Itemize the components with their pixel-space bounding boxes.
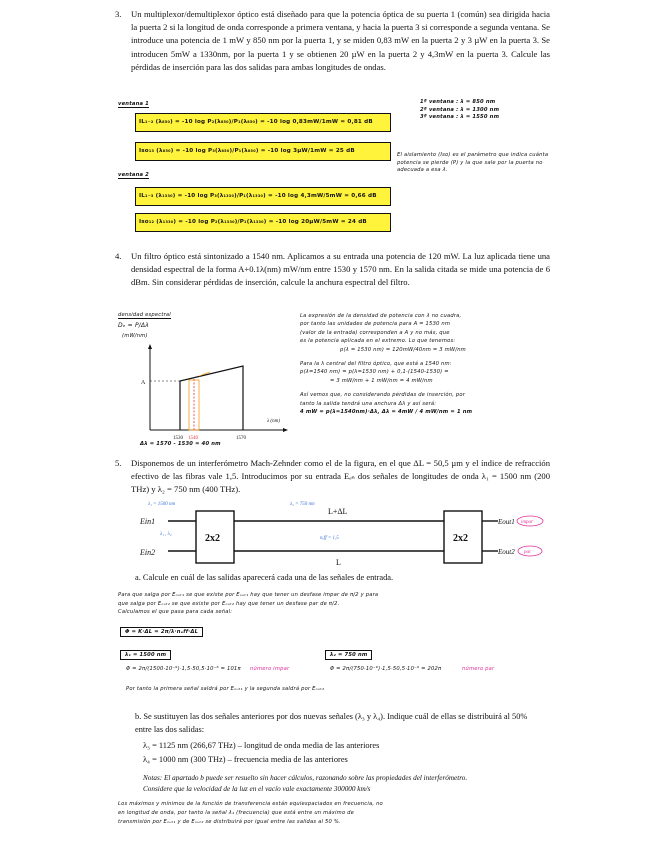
equation-il-1-3: IL₁₋₃ (λ₁₃₃₀) = -10 log P₃(λ₁₃₃₀)/P₁(λ₁₃₃₀) = -10 log 4,3mW/5mW = 0,66 dB bbox=[135, 187, 391, 206]
coupler-left-label: 2x2 bbox=[205, 533, 220, 544]
solution-line: transmisión por Eₒᵤₜ₁ y de Eₒᵤₜ₂ se distribuirá por igual entre las salidas al 50 %. bbox=[118, 819, 341, 825]
equation-iso-1-3: Iso₁₃ (λ₈₅₀) = -10 log P₃(λ₈₅₀)/P₁(λ₈₅₀) = -10 log 3µW/1mW = 25 dB bbox=[135, 142, 391, 161]
question-3-text: Un multiplexor/demultiplexor óptico está diseñado para que la potencia óptica de su puerta 1 (común) sea dirigida hacia la puerta 2 si la longitud de onda corresponde a primera ventana, y hacia la puerta 3 si corresponde a segunda ventana. Se introduce una potencia de 1 mW y 850 nm por la puerta 1, y se miden 0,83 mW en la puerta 2 y 3 µW en la puerta 3. Se introducen 5mW a 1330nm, por la puerta 1 y se obtienen 20 µW en la puerta 2 y 4,3mW en la puerta 3. Calcule las pérdidas de inserción para las dos salidas para ambas longitudes de ondas. bbox=[131, 9, 550, 72]
part-a bbox=[135, 571, 545, 584]
solution-line: tanto la salida tendrá una anchura Δλ y así será: bbox=[300, 400, 437, 407]
input-lambdas: λ₁ , λ₂ bbox=[160, 532, 172, 537]
note-line-1: Notas: El apartado b puede ser resuelto sin hacer cálculos, razonando sobre las propiedades del interferómetro. bbox=[143, 774, 468, 782]
part-a-solution bbox=[118, 591, 553, 617]
solution-line: por tanto las unidades de potencia para A = 1530 nm bbox=[300, 321, 451, 328]
impar-tag: impar bbox=[521, 520, 533, 525]
lambda2-tag: número par bbox=[462, 666, 495, 672]
x-axis-arrow bbox=[283, 428, 288, 432]
x-label: λ (nm) bbox=[267, 419, 280, 424]
solution-line: 4 mW = p(λ=1540nm)·Δλ, Δλ = 4mW / 4 mW/nm = 1 nm bbox=[300, 409, 473, 416]
y-label: A bbox=[141, 380, 146, 386]
graph-title: densidad espectral bbox=[118, 312, 171, 318]
solution-line: Para que salga por Eₒᵤₜ₁ se que existe por Eₒᵤₜ₁ hay que tener un desfase impar de π/2 y para bbox=[118, 592, 379, 598]
solution-line: Los máximos y mínimos de la función de transferencia están equiespaciados en frecuencia, no bbox=[118, 801, 383, 807]
tick-1540: 1540 bbox=[188, 436, 198, 441]
notes bbox=[143, 773, 548, 795]
lambda1-phase: Φ = 2π/(1500·10⁻⁹)·1,5·50,5·10⁻⁶ = 101π bbox=[126, 666, 241, 672]
solution-line: (valor de la entrada) corresponden a A y no más, que bbox=[300, 329, 450, 336]
windows-list bbox=[420, 99, 499, 122]
upper-arm-label: L+ΔL bbox=[328, 507, 348, 516]
solution-line: es la potencia aplicada en el extremo. Lo que tenemos: bbox=[300, 338, 456, 345]
lambda2-box: λ₂ = 750 nm bbox=[325, 650, 372, 660]
part-a-conclusion: Por tanto la primera señal saldrá por Eₒᵤₜ₁ y la segunda saldrá por Eₒᵤₜ₂ bbox=[126, 686, 325, 692]
solution-line: Así vemos que, no considerando pérdidas de inserción, por bbox=[300, 392, 466, 399]
solution-line: p(λ=1540 nm) = p(λ=1530 nm) + 0,1·(1540-1530) = bbox=[300, 369, 449, 376]
spectral-density-graph bbox=[115, 338, 295, 450]
hand-lambda2: λ₂ = 750 nm bbox=[290, 502, 315, 507]
ein1-label: Ein1 bbox=[140, 517, 156, 526]
window-1-item: 1ª ventana : λ = 850 nm bbox=[420, 99, 496, 105]
question-number: 5. bbox=[115, 458, 122, 468]
window-2-label: ventana 2 bbox=[118, 172, 149, 178]
solution-line: La expresión de la densidad de potencia con λ no cuadra, bbox=[300, 313, 462, 319]
window-1-label: ventana 1 bbox=[118, 101, 149, 107]
eout1-label: Eout1 bbox=[498, 518, 515, 526]
graph-formula: Dₑ = P/Δλ bbox=[118, 322, 150, 329]
question-3 bbox=[115, 8, 550, 74]
equation-il-1-2: IL₁₋₂ (λ₈₅₀) = -10 log P₂(λ₈₅₀)/P₁(λ₈₅₀) = -10 log 0,83mW/1mW = 0,81 dB bbox=[135, 113, 391, 132]
lambda4-line: λ₄ = 1000 nm (300 THz) – frecuencia media de las anteriores bbox=[143, 755, 348, 764]
mach-zehnder-figure bbox=[140, 497, 550, 572]
q4-handwritten-solution bbox=[300, 312, 555, 416]
part-b-text: Se sustituyen las dos señales anteriores por dos nuevas señales (λ₃ y λ₄). Indique cuál de ellas se distribuirá al 50% entre las dos salidas: bbox=[135, 712, 528, 734]
eout2-label: Eout2 bbox=[498, 548, 515, 556]
tick-1530: 1530 bbox=[173, 436, 183, 441]
question-5-text: Disponemos de un interferómetro Mach-Zehnder como el de la figura, en el que ΔL = 50,5 µm y el índice de refracción efectivo de las fibras vale 1,5. Introducimos por su entrada Eₑₙ dos señales de longitudes de onda λ₁ = 1500 nm (200 THz) y λ₂ = 750 nm (400 THz). bbox=[131, 458, 550, 495]
solution-line: = 3 mW/nm + 1 mW/nm = 4 mW/nm bbox=[330, 377, 433, 384]
graph-unit: (mW/nm) bbox=[122, 333, 148, 339]
question-5 bbox=[115, 457, 550, 497]
solution-line: Para la λ central del filtro óptico, que está a 1540 nm: bbox=[300, 361, 452, 368]
question-number: 3. bbox=[115, 9, 122, 19]
solution-line: p(λ = 1530 nm) = 120mW/40nm = 3 mW/nm bbox=[340, 346, 466, 353]
window-3-item: 3ª ventana : λ = 1550 nm bbox=[420, 114, 500, 120]
question-number: 4. bbox=[115, 251, 122, 261]
part-b bbox=[135, 710, 545, 736]
part-b-solution bbox=[118, 800, 558, 827]
hand-lambda1: λ₁ = 1500 nm bbox=[148, 502, 176, 507]
par-tag: par bbox=[524, 550, 531, 555]
isolation-note: El aislamiento (Iso) es el parámetro que indica cuánta potencia se pierde (P) y la que sale por la puerta no adecuada a esa λ. bbox=[397, 152, 549, 173]
question-4 bbox=[115, 250, 550, 290]
lambda1-tag: número impar bbox=[250, 666, 290, 672]
phase-equation: Φ = K·ΔL = 2π/λ·nₑff·ΔL bbox=[120, 627, 203, 637]
lambda3-line: λ₃ = 1125 nm (266,67 THz) – longitud de onda media de las anteriores bbox=[143, 741, 380, 750]
ein2-label: Ein2 bbox=[140, 548, 156, 557]
solution-line: que salga por Eₒᵤₜ₂ se que existe por Eₒᵤₜ₂ hay que tener un desfase par de π/2. bbox=[118, 600, 340, 607]
question-4-text: Un filtro óptico está sintonizado a 1540 nm. Aplicamos a su entrada una potencia de 120 mW. La luz aplicada tiene una densidad espectral de la forma A+0.1λ(nm) mW/nm entre 1530 y 1570 nm. En la salida citada se mide una potencia de 6 dBm. Sin considerar pérdidas de inserción, calcule la anchura espectral del filtro. bbox=[131, 251, 550, 288]
part-a-text: Calcule en cuál de las salidas aparecerá cada una de las señales de entrada. bbox=[142, 573, 394, 582]
part-a-label: a. bbox=[135, 573, 141, 582]
window-2-item: 2ª ventana : λ = 1300 nm bbox=[420, 106, 500, 113]
density-curve bbox=[180, 366, 243, 430]
coupler-right-label: 2x2 bbox=[453, 533, 468, 544]
solution-line: en longitud de onda, por tanto la señal λ₄ (frecuencia) que está entre un máximo de bbox=[118, 810, 355, 816]
delta-lambda: Δλ = 1570 - 1530 = 40 nm bbox=[140, 441, 221, 447]
part-b-label: b. bbox=[135, 712, 142, 721]
neff-label: nₑff = 1,5 bbox=[320, 536, 339, 541]
tick-1570: 1570 bbox=[236, 436, 246, 441]
lambda2-phase: Φ = 2π/(750·10⁻⁹)·1,5·50,5·10⁻⁶ = 202π bbox=[330, 666, 442, 672]
y-axis-arrow bbox=[148, 344, 152, 349]
equation-iso-1-2: Iso₁₂ (λ₁₃₃₀) = -10 log P₂(λ₁₃₃₀)/P₁(λ₁₃₃₀) = -10 log 20µW/5mW = 24 dB bbox=[135, 213, 391, 232]
note-line-2: Considere que la velocidad de la luz en el vacío vale exactamente 300000 km/s bbox=[143, 785, 371, 793]
lower-arm-label: L bbox=[336, 558, 341, 567]
solution-line: Calculamos el que pasa para cada señal: bbox=[118, 609, 233, 615]
lambda1-box: λ₁ = 1500 nm bbox=[120, 650, 171, 660]
